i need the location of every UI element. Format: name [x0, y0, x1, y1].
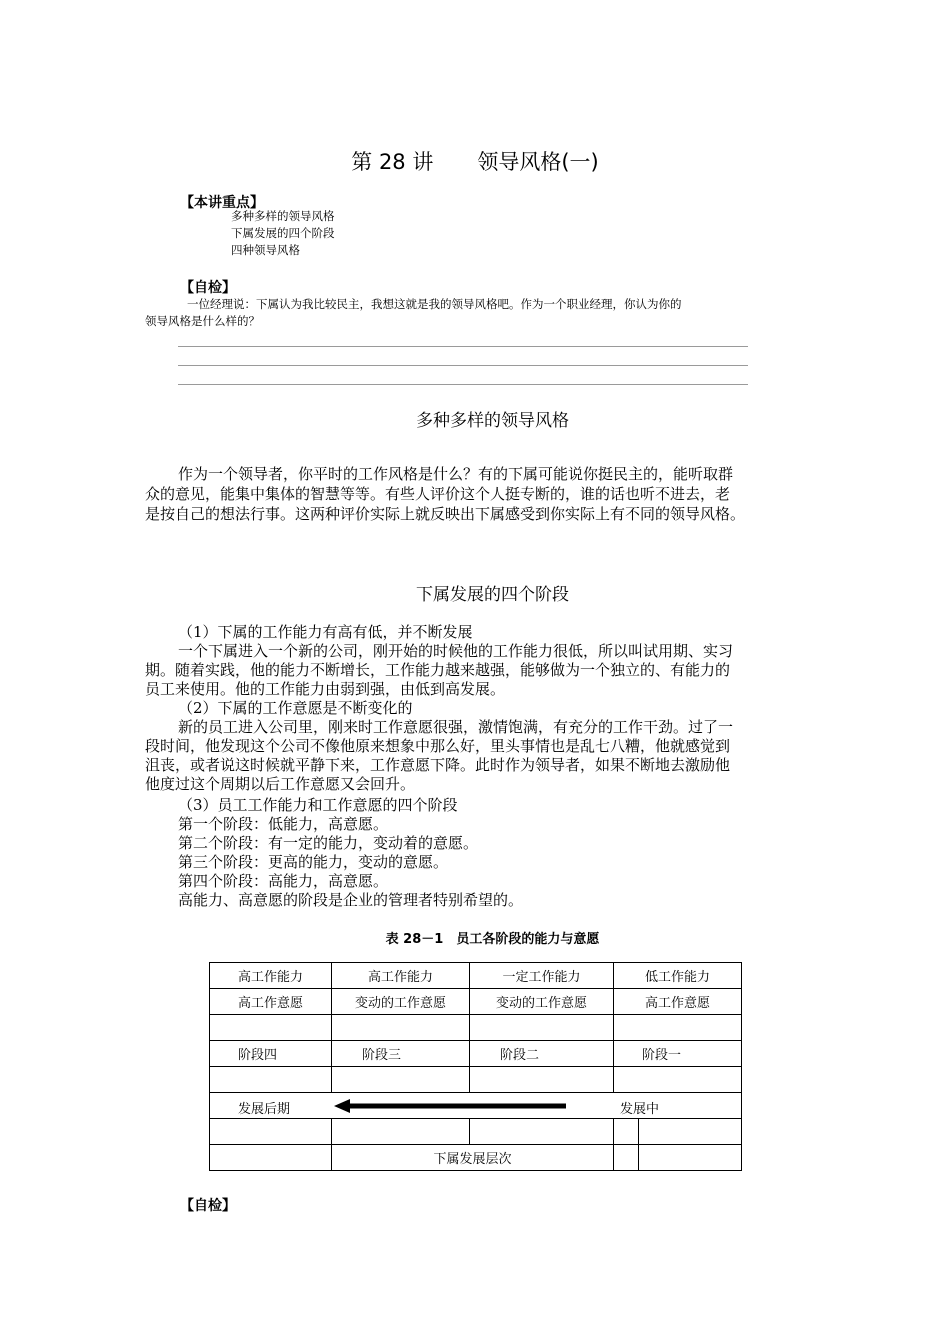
table-cell: 阶段二: [470, 1041, 614, 1067]
section2-line: 员工来使用。他的工作能力由弱到强，由低到高发展。: [145, 680, 506, 698]
empty-row: [210, 1067, 742, 1093]
table-cell: [639, 1119, 742, 1145]
table-cell: [614, 1015, 742, 1041]
answer-line: [178, 365, 748, 366]
table-cell: [332, 1067, 470, 1093]
self-check-heading: 【自检】: [180, 280, 236, 296]
empty-row: [210, 1119, 742, 1145]
section1-line: 是按自己的想法行事。这两种评价实际上就反映出下属感受到你实际上有不同的领导风格。: [145, 505, 746, 523]
section2-line: 沮丧，或者说这时候就平静下来，工作意愿下降。此时作为领导者，如果不断地去激励他: [145, 756, 731, 774]
page-title: [0, 146, 950, 176]
table-caption: 表 28－1 员工各阶段的能力与意愿: [385, 932, 600, 947]
table-footer: 下属发展层次: [332, 1145, 614, 1171]
section2-line: 第三个阶段：更高的能力，变动的意愿。: [178, 853, 449, 871]
stage-row: [210, 1041, 742, 1067]
table-cell: [210, 1015, 332, 1041]
section1-line: 作为一个领导者，你平时的工作风格是什么？有的下属可能说你挺民主的，能听取群: [178, 465, 734, 483]
table-cell: [470, 1015, 614, 1041]
table-cell: [210, 1067, 332, 1093]
table-cell: 变动的工作意愿: [470, 989, 614, 1015]
section2-line: 高能力、高意愿的阶段是企业的管理者特别希望的。: [178, 891, 524, 909]
table-cell: 高工作能力: [332, 963, 470, 989]
table-cell: [332, 1015, 470, 1041]
table-cell: [470, 1067, 614, 1093]
key-point-item: 下属发展的四个阶段: [231, 226, 335, 240]
key-points-heading: 【本讲重点】: [180, 195, 264, 211]
key-point-item: 四种领导风格: [231, 243, 300, 257]
table-cell: [332, 1119, 470, 1145]
table-cell: [470, 1119, 614, 1145]
section2-heading: 下属发展的四个阶段: [416, 585, 569, 605]
ability-row: [210, 963, 742, 989]
self-check-text-line1: 一位经理说：下属认为我比较民主，我想这就是我的领导风格吧。作为一个职业经理，你认为你的: [187, 297, 682, 311]
table-cell: 阶段四: [210, 1041, 332, 1067]
empty-row: [210, 1015, 742, 1041]
table-cell: [639, 1145, 742, 1171]
section2-line: （2）下属的工作意愿是不断变化的: [178, 699, 413, 717]
table-cell: 变动的工作意愿: [332, 989, 470, 1015]
table-cell: [210, 1145, 332, 1171]
table-cell: 高工作意愿: [210, 989, 332, 1015]
left-arrow-icon: [334, 1098, 570, 1114]
arrow-row: [210, 1093, 742, 1119]
section1-line: 众的意见，能集中集体的智慧等等。有些人评价这个人挺专断的，谁的话也听不进去，老: [145, 485, 731, 503]
self-check2-heading: 【自检】: [180, 1198, 236, 1214]
section2-line: 第一个阶段：低能力，高意愿。: [178, 815, 389, 833]
lecture-topic: 领导风格(一): [477, 150, 599, 174]
section2-line: 他度过这个周期以后工作意愿又会回升。: [145, 775, 416, 793]
table-cell: 一定工作能力: [470, 963, 614, 989]
table-cell: 低工作能力: [614, 963, 742, 989]
table-cell: 阶段三: [332, 1041, 470, 1067]
self-check-text-line2: 领导风格是什么样的？: [145, 314, 260, 328]
table-cell: 高工作意愿: [614, 989, 742, 1015]
willingness-row: [210, 989, 742, 1015]
table-cell: 阶段一: [614, 1041, 742, 1067]
answer-line: [178, 384, 748, 385]
arrow-right-label: 发展中: [620, 1102, 660, 1117]
table-cell: [614, 1119, 639, 1145]
table-cell: [210, 1119, 332, 1145]
section2-line: 段时间，他发现这个公司不像他原来想象中那么好，里头事情也是乱七八糟，他就感觉到: [145, 737, 731, 755]
section2-line: （1）下属的工作能力有高有低，并不断发展: [178, 623, 473, 641]
section2-line: 第二个阶段：有一定的能力，变动着的意愿。: [178, 834, 479, 852]
section2-line: 新的员工进入公司里，刚来时工作意愿很强，激情饱满，有充分的工作干劲。过了一: [178, 718, 734, 736]
table-cell: [614, 1145, 639, 1171]
lecture-number: 第 28 讲: [351, 150, 434, 174]
table-cell: 高工作能力: [210, 963, 332, 989]
section2-line: 期。随着实践，他的能力不断增长，工作能力越来越强，能够做为一个独立的、有能力的: [145, 661, 731, 679]
footer-row: [210, 1145, 742, 1171]
section1-heading: 多种多样的领导风格: [416, 411, 569, 431]
section2-line: 第四个阶段：高能力，高意愿。: [178, 872, 389, 890]
table-cell: [210, 1093, 742, 1119]
section2-line: 一个下属进入一个新的公司，刚开始的时候他的工作能力很低，所以叫试用期、实习: [178, 642, 734, 660]
key-point-item: 多种多样的领导风格: [231, 209, 335, 223]
section2-line: （3）员工工作能力和工作意愿的四个阶段: [178, 796, 458, 814]
stage-table: [209, 962, 742, 1171]
answer-line: [178, 346, 748, 347]
table-cell: [614, 1067, 742, 1093]
arrow-left-label: 发展后期: [238, 1102, 291, 1117]
